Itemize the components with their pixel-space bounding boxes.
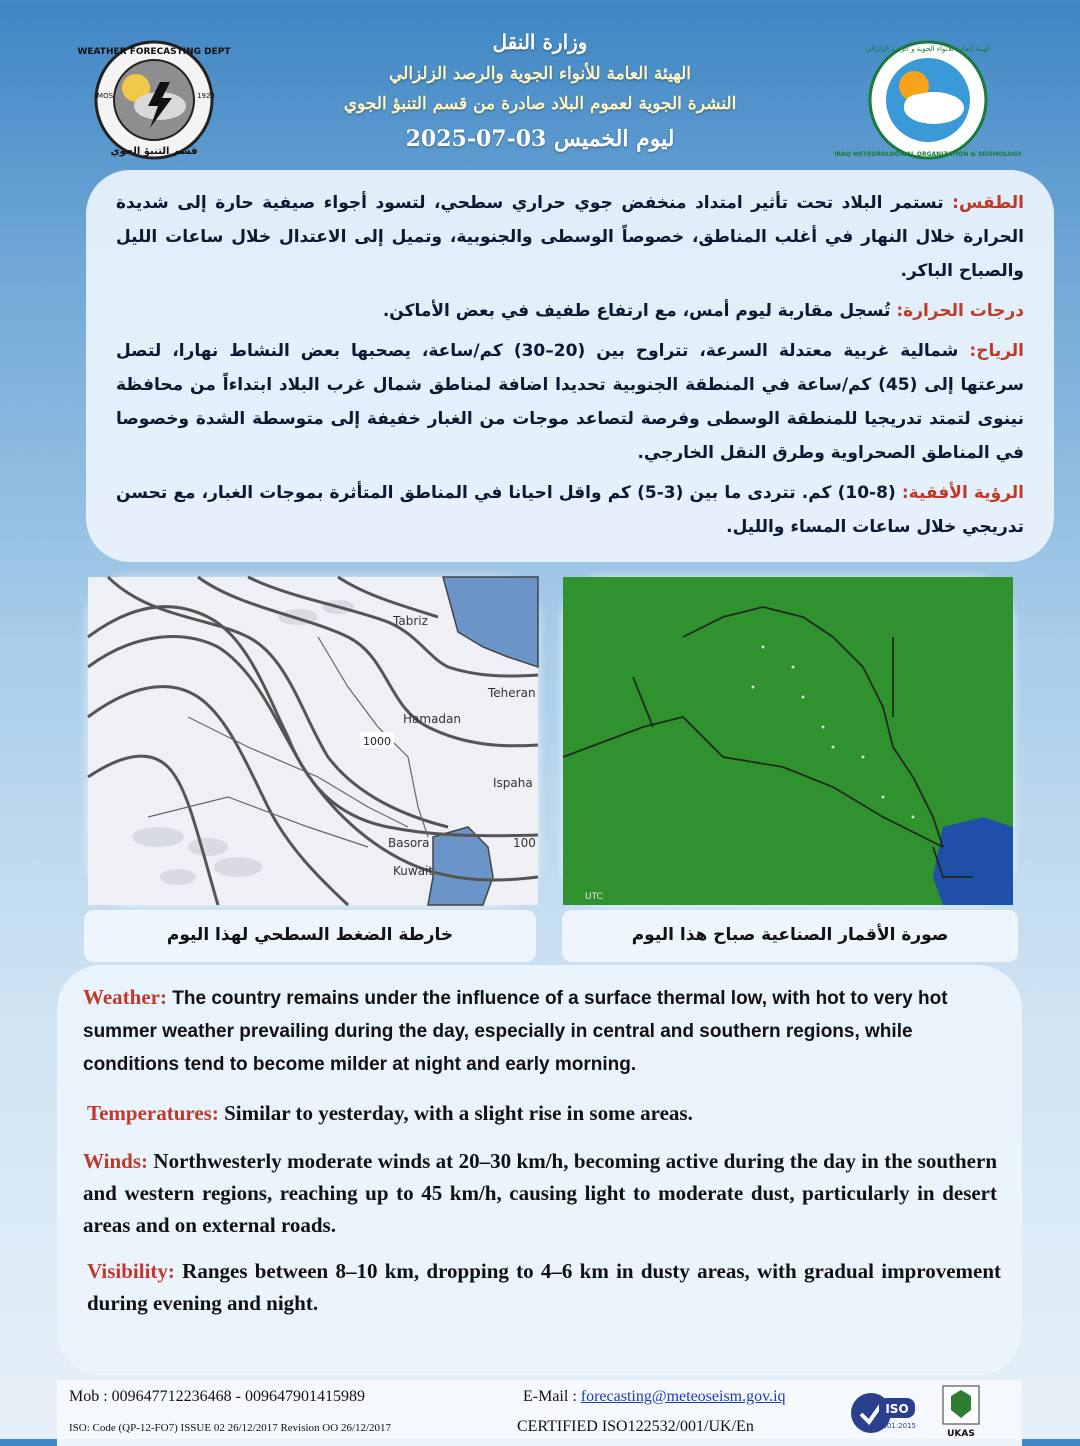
iso-badge-standard: 9001:2015 — [878, 1422, 916, 1430]
en-visibility-paragraph — [87, 1255, 1001, 1319]
footer — [57, 1380, 1022, 1446]
mobile-numbers: Mob : 009647712236468 - 009647901415989 — [69, 1388, 365, 1405]
ar-weather-label: الطقس: — [952, 193, 1024, 213]
ar-visibility-paragraph — [116, 476, 1024, 544]
city-label-hamadan: Hamadan — [403, 712, 461, 726]
arabic-forecast-panel — [86, 170, 1054, 562]
en-temperature-label: Temperatures: — [87, 1101, 219, 1125]
iso-document-code: ISO: Code (QP-12-FO7) ISSUE 02 26/12/2017 Revision OO 26/12/2017 — [69, 1422, 392, 1434]
en-wind-paragraph — [83, 1145, 997, 1241]
english-forecast-panel — [57, 965, 1022, 1375]
iraq-meteorological-logo — [834, 40, 1022, 160]
email-link[interactable]: forecasting@meteoseism.gov.iq — [580, 1388, 786, 1405]
ar-visibility-text: (8-10) كم. تتردى ما بين (3-5) كم واقل احيانا في المناطق المتأثرة بموجات الغبار، مع تحسن تدريجي خلال ساعات المساء والليل. — [116, 483, 1024, 537]
logo-ring-text: WEATHER FORECASTING DEPT — [77, 47, 231, 57]
pressure-map-caption: خارطة الضغط السطحي لهذا اليوم — [84, 910, 536, 962]
en-weather-label: Weather: — [83, 985, 167, 1009]
bulletin-title: النشرة الجوية لعموم البلاد صادرة من قسم التنبؤ الجوي — [343, 94, 737, 114]
en-visibility-label: Visibility: — [87, 1259, 175, 1283]
isobar-label: 100 — [513, 836, 536, 850]
ministry-title: وزارة النقل — [492, 30, 588, 54]
ar-wind-paragraph — [116, 334, 1024, 470]
iso-badge-text: ISO — [885, 1402, 909, 1416]
ukas-badge — [937, 1384, 985, 1442]
forecasting-dept-logo — [74, 40, 234, 160]
isobar-1000-label: 1000 — [363, 735, 391, 748]
en-weather-paragraph — [83, 981, 997, 1081]
authority-title: الهيئة العامة للأنواء الجوية والرصد الزلزالي — [388, 64, 692, 84]
satellite-caption: صورة الأقمار الصناعية صباح هذا اليوم — [562, 910, 1018, 962]
ar-wind-label: الرياح: — [969, 341, 1024, 361]
city-label-basra: Basora — [388, 836, 430, 850]
utc-label: UTC — [585, 892, 603, 902]
bulletin-date: ليوم الخميس 03-07-2025 — [405, 126, 675, 152]
ukas-text: UKAS — [947, 1429, 975, 1439]
en-visibility-text: Ranges between 8–10 km, dropping to 4–6 km in dusty areas, with gradual improvement during evening and night. — [87, 1259, 1001, 1315]
city-label-tabriz: Tabriz — [393, 614, 428, 628]
logo-ring-text-ar: الهيئة العامة للأنواء الجوية و الرصد الزلزالي — [865, 45, 991, 53]
logo-ring-text: IRAQ METEOROLOGICAL ORGANIZATION & SEISMOLOGY — [834, 151, 1022, 158]
iso-certified-badge — [849, 1384, 919, 1442]
email-line — [523, 1388, 786, 1406]
ar-weather-text: تستمر البلاد تحت تأثير امتداد منخفض جوي حراري سطحي، لتسود أجواء صيفية حارة إلى شديدة الحرارة خلال النهار في أغلب المناطق، خصوصاً الوسطى والجنوبية، وتميل إلى الاعتدال خلال ساعات الليل والصباح الباكر. — [116, 193, 1024, 281]
en-temperature-text: Similar to yesterday, with a slight rise in some areas. — [218, 1101, 693, 1125]
logo-side-year: 1923 — [197, 92, 215, 100]
header — [34, 12, 1046, 172]
logo-side-text: IMOS — [94, 92, 114, 100]
en-temperature-paragraph — [87, 1097, 1001, 1129]
ar-weather-paragraph — [116, 186, 1024, 288]
bulletin-page — [34, 12, 1046, 1439]
ar-wind-text: شمالية غربية معتدلة السرعة، تتراوح بين (20–30) كم/ساعة، يصحبها بعض النشاط نهارا، لتصل سرعتها إلى (45) كم/ساعة في المنطقة الجنوبية تحديدا اضافة لمناطق شمال غرب البلاد ابتداءاً من محافظة نينوى لتمتد تدريجيا للمنطقة الوسطى وفرصة لتصاعد موجات من الغبار خفيفة إلى متوسطة الشدة وخصوصا في المناطق الصحراوية وطرق النقل الخارجي. — [116, 341, 1024, 463]
city-label-kuwait: Kuwait — [393, 864, 434, 878]
city-label-isfahan: Ispaha — [493, 776, 533, 790]
email-label: E-Mail : — [523, 1388, 581, 1405]
en-wind-text: Northwesterly moderate winds at 20–30 km/h, becoming active during the day in the southern and western regions, reaching up to 45 km/h, causing light to moderate dust, particularly in desert areas and on external roads. — [83, 1149, 997, 1237]
ar-temperature-text: تُسجل مقاربة ليوم أمس، مع ارتفاع طفيف في بعض الأماكن. — [382, 301, 897, 321]
logo-ring-text-ar: قسم التنبؤ الجوي — [110, 146, 198, 157]
surface-pressure-map — [88, 577, 538, 905]
certification-number: CERTIFIED ISO122532/001/UK/En — [517, 1418, 754, 1435]
satellite-image — [563, 577, 1013, 905]
en-weather-text: The country remains under the influence of a surface thermal low, with hot to very hot summer weather prevailing during the day, especially in central and southern regions, while conditions tend to become milder at night and early morning. — [83, 988, 948, 1075]
ar-temperature-label: درجات الحرارة: — [896, 301, 1024, 321]
ar-visibility-label: الرؤية الأفقية: — [901, 483, 1024, 503]
ar-temperature-paragraph — [116, 294, 1024, 328]
en-wind-label: Winds: — [83, 1149, 148, 1173]
city-label-teheran: Teheran — [488, 686, 536, 700]
